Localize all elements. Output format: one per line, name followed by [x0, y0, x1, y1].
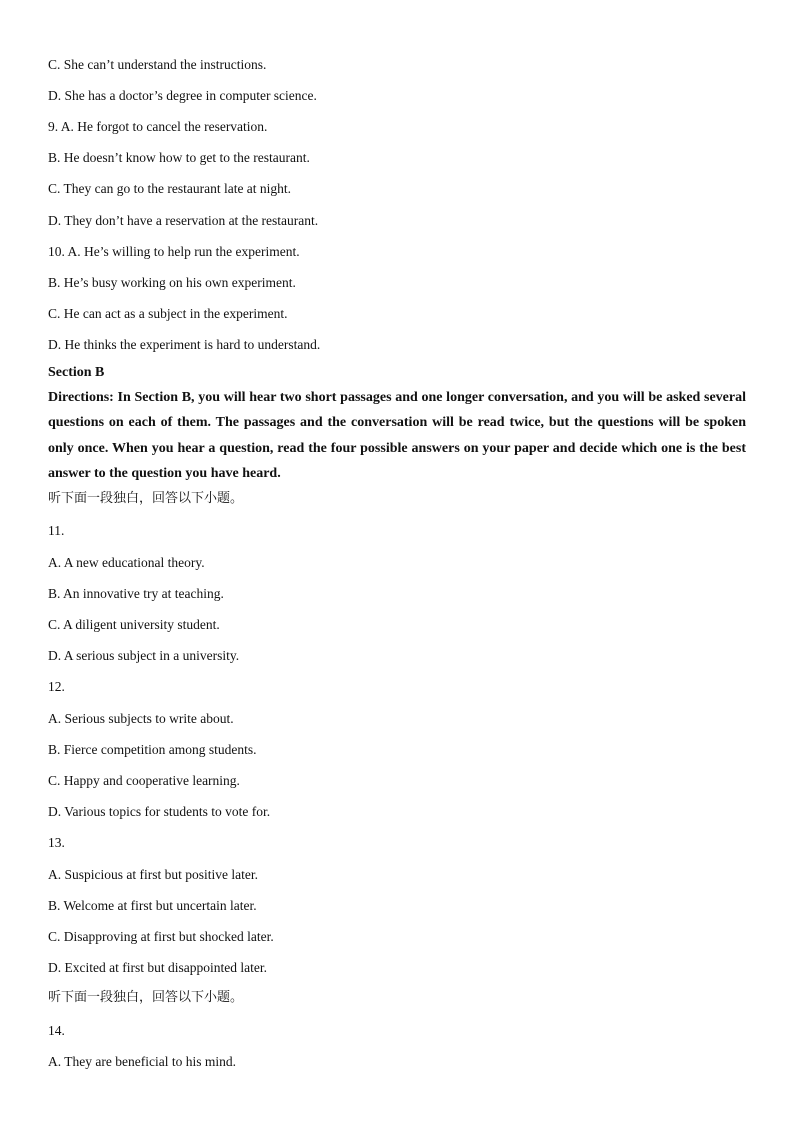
q12-option-a: A. Serious subjects to write about. [48, 711, 234, 726]
q12-option-c: C. Happy and cooperative learning. [48, 773, 240, 788]
q8-option-c: C. She can’t understand the instructions. [48, 57, 267, 72]
q10-option-d: D. He thinks the experiment is hard to understand. [48, 337, 321, 352]
q13-option-b: B. Welcome at first but uncertain later. [48, 898, 257, 913]
q12-option-b: B. Fierce competition among students. [48, 742, 257, 757]
monologue-instruction-2: 听下面一段独白，回答以下小题。 [48, 990, 244, 1005]
q14-number: 14. [48, 1023, 65, 1038]
q10-option-b: B. He’s busy working on his own experiment. [48, 275, 296, 290]
q11-option-c: C. A diligent university student. [48, 617, 220, 632]
q9-option-d: D. They don’t have a reservation at the restaurant. [48, 213, 319, 228]
q12-number: 12. [48, 679, 65, 694]
monologue-instruction: 听下面一段独白，回答以下小题。 [48, 491, 244, 506]
q13-option-c: C. Disapproving at first but shocked later. [48, 929, 274, 944]
q9-option-b: B. He doesn’t know how to get to the restaurant. [48, 150, 310, 165]
q10-option-c: C. He can act as a subject in the experiment. [48, 306, 288, 321]
q11-option-b: B. An innovative try at teaching. [48, 586, 224, 601]
q11-option-d: D. A serious subject in a university. [48, 648, 240, 663]
section-b-title: Section B [48, 365, 105, 380]
section-b-directions: Directions: In Section B, you will hear two short passages and one longer conversation, and you will be asked several questions on each of them. The passages and the conversation will be read twice, but the questions will be spoken only once. When you hear a question, read the four possible answers on your paper and decide which one is the best answer to the question you have heard. [48, 390, 746, 481]
q13-option-a: A. Suspicious at first but positive later. [48, 867, 258, 882]
q10-option-a: 10. A. He’s willing to help run the experiment. [48, 244, 300, 259]
q13-number: 13. [48, 835, 65, 850]
q14-option-a: A. They are beneficial to his mind. [48, 1054, 236, 1069]
q9-option-c: C. They can go to the restaurant late at night. [48, 181, 292, 196]
q11-number: 11. [48, 523, 65, 538]
q12-option-d: D. Various topics for students to vote for. [48, 804, 271, 819]
q13-option-d: D. Excited at first but disappointed later. [48, 960, 267, 975]
q9-option-a: 9. A. He forgot to cancel the reservation. [48, 119, 268, 134]
q8-option-d: D. She has a doctor’s degree in computer science. [48, 88, 317, 103]
q11-option-a: A. A new educational theory. [48, 555, 205, 570]
